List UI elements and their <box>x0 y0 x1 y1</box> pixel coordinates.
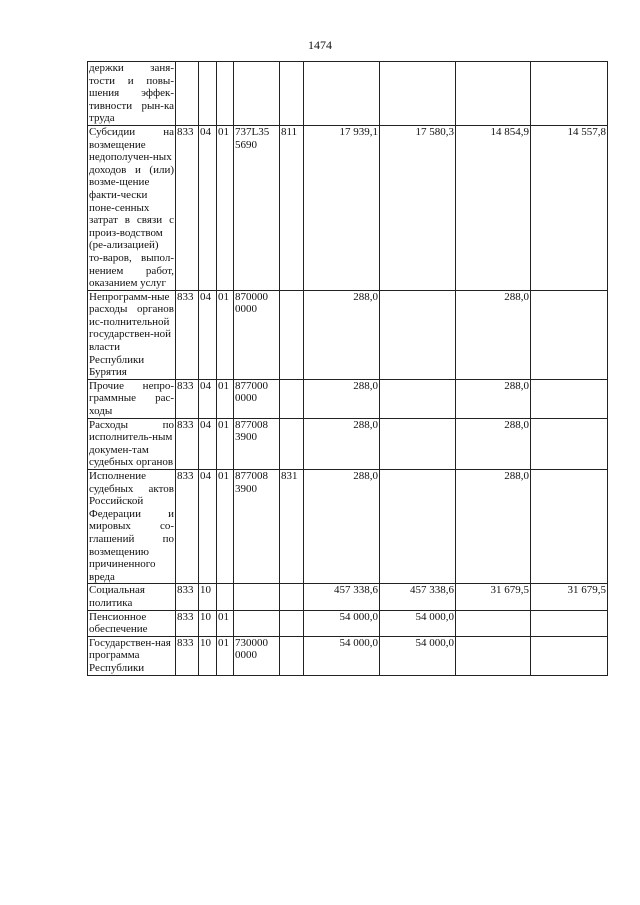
table-row <box>88 379 608 418</box>
expense-type-code-cell <box>280 290 304 379</box>
amount-cell-4 <box>531 379 608 418</box>
table-row <box>88 290 608 379</box>
grbs-code-cell: 833 <box>176 610 199 636</box>
amount-cell-2: 457 338,6 <box>380 584 456 610</box>
grbs-code-cell: 833 <box>176 418 199 469</box>
section-code-cell: 10 <box>199 610 217 636</box>
amount-cell-4 <box>531 290 608 379</box>
table-row <box>88 610 608 636</box>
subsection-code-cell: 01 <box>217 418 234 469</box>
expense-type-code-cell: 811 <box>280 125 304 290</box>
section-code-cell: 04 <box>199 418 217 469</box>
table-body <box>88 62 608 676</box>
row-name-cell: Расходы по исполнитель-ным докумен-там судебных органов <box>89 418 174 469</box>
row-name-cell: Пенсионное обеспечение <box>88 610 176 636</box>
target-article-code-cell <box>234 62 280 126</box>
amount-cell-4 <box>531 418 608 469</box>
table-row <box>88 636 608 675</box>
row-name-cell: держки заня-тости и повы-шения эффек-тивности рын-ка труда <box>89 62 174 125</box>
table-row <box>88 470 608 584</box>
budget-table <box>87 61 608 676</box>
section-code-cell: 04 <box>199 470 217 584</box>
amount-cell-3: 288,0 <box>456 379 531 418</box>
grbs-code-cell: 833 <box>176 379 199 418</box>
expense-type-code-cell <box>280 610 304 636</box>
amount-cell-2: 17 580,3 <box>380 125 456 290</box>
row-name-cell: Непрограмм-ные расходы органов ис-полнительной государствен-ной власти Республики Бурятия <box>89 290 174 379</box>
subsection-code-cell: 01 <box>217 379 234 418</box>
amount-cell-2 <box>380 62 456 126</box>
amount-cell-4 <box>531 610 608 636</box>
amount-cell-3: 31 679,5 <box>456 584 531 610</box>
row-name-cell: Субсидии на возмещение недополучен-ных доходов и (или) возме-щение факти-чески поне-сенных затрат в связи с произ-водством (ре-ализацией) то-варов, выпол-нением работ, оказанием услуг <box>89 125 174 290</box>
subsection-code-cell: 01 <box>217 290 234 379</box>
expense-type-code-cell <box>280 584 304 610</box>
target-article-code-cell <box>234 610 280 636</box>
amount-cell-1: 288,0 <box>304 379 380 418</box>
target-article-code-cell: 870000 0000 <box>234 290 280 379</box>
table-row <box>88 418 608 469</box>
amount-cell-4 <box>531 62 608 126</box>
subsection-code-cell <box>217 584 234 610</box>
expense-type-code-cell: 831 <box>280 470 304 584</box>
page-number: 1474 <box>308 38 332 52</box>
amount-cell-2 <box>380 470 456 584</box>
section-code-cell: 04 <box>199 290 217 379</box>
amount-cell-3 <box>456 610 531 636</box>
target-article-code-cell: 877008 3900 <box>234 470 280 584</box>
amount-cell-4: 14 557,8 <box>531 125 608 290</box>
amount-cell-3: 288,0 <box>456 290 531 379</box>
row-name-cell: Социальная политика <box>88 584 176 610</box>
section-code-cell: 10 <box>199 636 217 675</box>
grbs-code-cell: 833 <box>176 290 199 379</box>
amount-cell-1: 288,0 <box>304 418 380 469</box>
amount-cell-2 <box>380 379 456 418</box>
expense-type-code-cell <box>280 418 304 469</box>
subsection-code-cell: 01 <box>217 125 234 290</box>
target-article-code-cell: 877000 0000 <box>234 379 280 418</box>
amount-cell-4 <box>531 470 608 584</box>
amount-cell-1: 288,0 <box>304 470 380 584</box>
amount-cell-1: 17 939,1 <box>304 125 380 290</box>
target-article-code-cell: 877008 3900 <box>234 418 280 469</box>
subsection-code-cell <box>217 62 234 126</box>
amount-cell-2 <box>380 418 456 469</box>
grbs-code-cell: 833 <box>176 125 199 290</box>
grbs-code-cell: 833 <box>176 584 199 610</box>
amount-cell-3: 14 854,9 <box>456 125 531 290</box>
row-name-cell: Государствен-ная программа Республики <box>88 636 176 675</box>
expense-type-code-cell <box>280 379 304 418</box>
amount-cell-2 <box>380 290 456 379</box>
amount-cell-3: 288,0 <box>456 470 531 584</box>
subsection-code-cell: 01 <box>217 636 234 675</box>
amount-cell-1: 54 000,0 <box>304 610 380 636</box>
row-name-cell: Исполнение судебных актов Российской Федерации и мировых со-глашений по возмещению причиненного вреда <box>89 470 174 583</box>
amount-cell-3: 288,0 <box>456 418 531 469</box>
section-code-cell <box>199 62 217 126</box>
amount-cell-3 <box>456 62 531 126</box>
amount-cell-3 <box>456 636 531 675</box>
amount-cell-1: 288,0 <box>304 290 380 379</box>
section-code-cell: 10 <box>199 584 217 610</box>
table-row <box>88 125 608 290</box>
section-code-cell: 04 <box>199 379 217 418</box>
amount-cell-4: 31 679,5 <box>531 584 608 610</box>
table-row <box>88 62 608 126</box>
target-article-code-cell: 737L35 5690 <box>234 125 280 290</box>
target-article-code-cell: 730000 0000 <box>234 636 280 675</box>
target-article-code-cell <box>234 584 280 610</box>
section-code-cell: 04 <box>199 125 217 290</box>
expense-type-code-cell <box>280 62 304 126</box>
amount-cell-1: 457 338,6 <box>304 584 380 610</box>
expense-type-code-cell <box>280 636 304 675</box>
amount-cell-2: 54 000,0 <box>380 636 456 675</box>
subsection-code-cell: 01 <box>217 470 234 584</box>
grbs-code-cell: 833 <box>176 470 199 584</box>
amount-cell-1: 54 000,0 <box>304 636 380 675</box>
amount-cell-4 <box>531 636 608 675</box>
subsection-code-cell: 01 <box>217 610 234 636</box>
table-row <box>88 584 608 610</box>
grbs-code-cell <box>176 62 199 126</box>
grbs-code-cell: 833 <box>176 636 199 675</box>
row-name-cell: Прочие непро-граммные рас-ходы <box>89 379 174 418</box>
amount-cell-1 <box>304 62 380 126</box>
amount-cell-2: 54 000,0 <box>380 610 456 636</box>
